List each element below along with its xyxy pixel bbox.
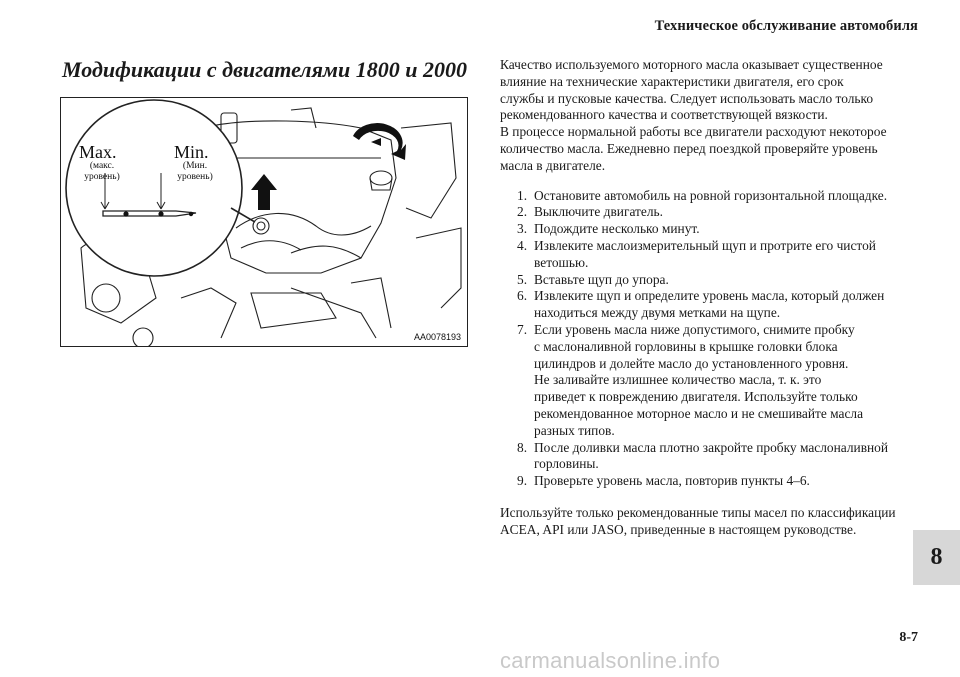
step-text: горловины. xyxy=(534,456,599,472)
intro-line: Качество используемого моторного масла оказывает существенное xyxy=(500,57,883,72)
step-text: После доливки масла плотно закройте пробку маслоналивной xyxy=(534,439,889,455)
watermark: carmanualsonline.info xyxy=(500,648,721,673)
intro-line: масла в двигателе. xyxy=(500,157,606,173)
step-number: 3. xyxy=(517,221,528,237)
intro-line: В процессе нормальной работы все двигатели расходуют некоторое xyxy=(500,124,887,140)
step-item xyxy=(500,221,920,238)
instructions-column xyxy=(500,57,920,539)
step-text: ветошью. xyxy=(534,254,589,270)
max-sub-line-2: уровень) xyxy=(84,172,120,182)
closing-paragraph xyxy=(500,505,920,539)
step-number: 5. xyxy=(517,271,528,287)
figure-code: AA0078193 xyxy=(413,332,461,342)
step-number: 4. xyxy=(517,237,528,253)
step-text: Вставьте щуп до упора. xyxy=(534,271,669,287)
step-number: 1. xyxy=(517,187,528,203)
step-item xyxy=(500,440,920,474)
running-header: Техническое обслуживание автомобиля xyxy=(654,18,918,34)
engine-oil-dipstick-illustration xyxy=(60,97,468,347)
step-text: цилиндров и долейте масло до установленного уровня. xyxy=(534,355,849,371)
step-text: Выключите двигатель. xyxy=(534,204,663,220)
max-mark-sublabel xyxy=(73,161,131,183)
max-mark-label: Max. xyxy=(79,142,117,162)
step-item xyxy=(500,188,920,205)
step-text: Проверьте уровень масла, повторив пункты 4–6. xyxy=(534,473,810,489)
step-number: 6. xyxy=(517,288,528,304)
engine-drawing xyxy=(61,98,468,347)
min-sub-line-1: (Мин. xyxy=(182,161,208,171)
intro-line: службы и пусковые качества. Следует использовать масло только xyxy=(500,90,874,106)
step-number: 7. xyxy=(517,321,528,337)
step-text: Остановите автомобиль на ровной горизонтальной площадке. xyxy=(534,187,888,203)
chapter-tab: 8 xyxy=(913,530,960,585)
step-item xyxy=(500,272,920,289)
intro-line: рекомендованного качества и соответствующей вязкости. xyxy=(500,107,828,123)
step-number: 8. xyxy=(517,439,528,455)
section-title: Модификации с двигателями 1800 и 2000 xyxy=(62,57,467,82)
min-mark-sublabel xyxy=(167,161,223,183)
step-text: Извлеките щуп и определите уровень масла, который должен xyxy=(534,288,885,304)
step-text: рекомендованное моторное масло и не смешивайте масла xyxy=(534,405,864,421)
step-text: приведет к повреждению двигателя. Используйте только xyxy=(534,389,858,405)
intro-paragraph xyxy=(500,57,920,175)
step-item xyxy=(500,322,920,440)
step-text: Подождите несколько минут. xyxy=(534,221,700,237)
steps-list xyxy=(500,188,920,490)
step-text: Если уровень масла ниже допустимого, снимите пробку xyxy=(534,321,855,337)
step-number: 2. xyxy=(517,204,528,220)
intro-line: количество масла. Ежедневно перед поездкой проверяйте уровень xyxy=(500,140,878,156)
step-item xyxy=(500,473,920,490)
intro-line: влияние на технические характеристики двигателя, его срок xyxy=(500,73,844,89)
step-text: Извлеките маслоизмерительный щуп и протрите его чистой xyxy=(534,237,876,253)
step-text: находиться между двумя метками на щупе. xyxy=(534,305,781,321)
step-item xyxy=(500,288,920,322)
outro-line: Используйте только рекомендованные типы масел по классификации xyxy=(500,504,896,520)
step-text: с маслоналивной горловины в крышке головки блока xyxy=(534,338,838,354)
outro-line: ACEA, API или JASO, приведенные в настоящем руководстве. xyxy=(500,521,857,537)
step-text: разных типов. xyxy=(534,422,615,438)
max-sub-line-1: (макс. xyxy=(89,161,115,171)
min-mark-label: Min. xyxy=(174,142,209,162)
page-number: 8-7 xyxy=(899,630,918,645)
step-text: Не заливайте излишнее количество масла, т. к. это xyxy=(534,372,822,388)
step-item xyxy=(500,238,920,272)
min-sub-line-2: уровень) xyxy=(177,172,213,182)
step-number: 9. xyxy=(517,473,528,489)
step-item xyxy=(500,204,920,221)
